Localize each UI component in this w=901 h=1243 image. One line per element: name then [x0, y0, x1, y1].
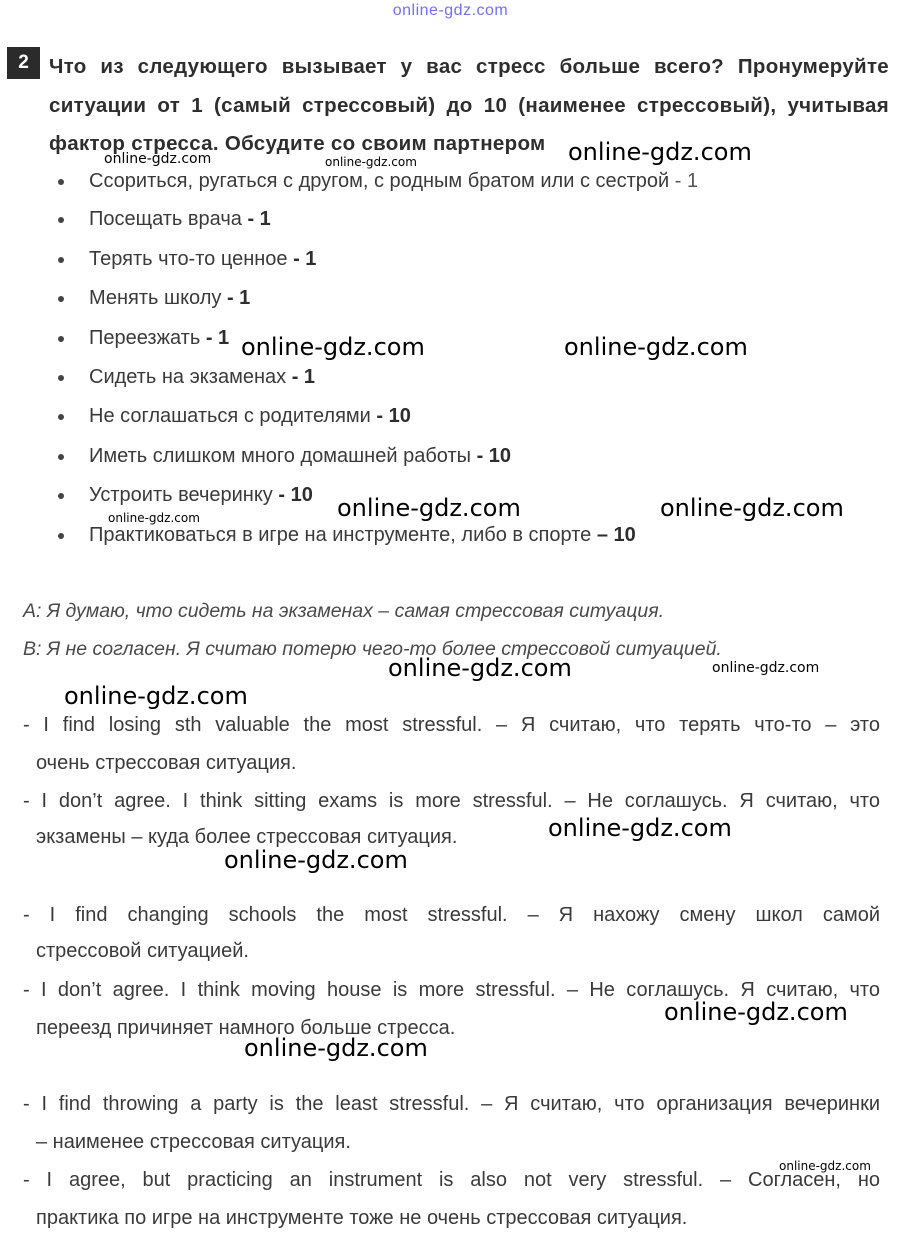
watermark: online-gdz.com — [325, 155, 417, 169]
item-text: Не соглашаться с родителями — [89, 405, 371, 427]
bullet-icon — [58, 336, 64, 342]
item-rank: - 1 — [226, 287, 251, 309]
item-text: Устроить вечеринку — [89, 484, 273, 506]
example-line: стрессовой ситуацией. — [36, 940, 249, 962]
item-rank: - 1 — [247, 208, 271, 230]
bullet-icon — [58, 375, 64, 381]
example-line: - I don’t agree. I think moving house is more stressful. – Не соглашусь. Я считаю, что — [23, 979, 880, 1001]
example-line: - I don’t agree. I think sitting exams is more stressful. – Не соглашусь. Я считаю, что — [23, 790, 880, 812]
watermark: online-gdz.com — [568, 138, 752, 166]
watermark: online-gdz.com — [548, 814, 732, 842]
bullet-icon — [58, 454, 64, 460]
task-number-badge: 2 — [7, 47, 40, 79]
item-text: Менять школу — [89, 287, 222, 309]
watermark: online-gdz.com — [64, 682, 248, 710]
item-text: Ссориться, ругаться с другом, с родным братом или с сестрой — [89, 170, 670, 192]
watermark: online-gdz.com — [660, 494, 844, 522]
item-text: Посещать врача — [89, 208, 242, 230]
example-line: - I find changing schools the most stressful. – Я нахожу смену школ самой — [23, 904, 880, 926]
watermark: online-gdz.com — [337, 494, 521, 522]
item-rank: - 10 — [376, 405, 411, 427]
example-line: экзамены – куда более стрессовая ситуация. — [36, 826, 458, 848]
bullet-icon — [58, 493, 64, 499]
watermark: online-gdz.com — [664, 998, 848, 1026]
watermark: online-gdz.com — [388, 654, 572, 682]
example-line: практика по игре на инструменте тоже не очень стрессовая ситуация. — [36, 1207, 688, 1229]
item-rank: - 10 — [476, 445, 512, 467]
example-line: - I find losing sth valuable the most stressful. – Я считаю, что терять что-то – это — [23, 714, 880, 736]
watermark: online-gdz.com — [244, 1034, 428, 1062]
item-text: Практиковаться в игре на инструменте, либо в спорте — [89, 524, 592, 546]
example-line: – наименее стрессовая ситуация. — [36, 1131, 351, 1153]
item-text: Иметь слишком много домашней работы — [89, 445, 471, 467]
item-rank: - 1 — [674, 170, 699, 192]
bullet-icon — [58, 414, 64, 420]
watermark: online-gdz.com — [224, 846, 408, 874]
watermark: online-gdz.com — [241, 333, 425, 361]
item-rank: – 10 — [596, 524, 636, 546]
item-rank: - 1 — [205, 327, 230, 349]
watermark: online-gdz.com — [564, 333, 748, 361]
example-line: - I find throwing a party is the least stressful. – Я считаю, что организация вечеринки — [23, 1093, 880, 1115]
bullet-icon — [58, 179, 64, 185]
dialog-line-b: B: Я не согласен. Я считаю потерю чего-то более стрессовой ситуацией. — [23, 638, 722, 660]
item-rank: - 1 — [293, 248, 317, 270]
item-text: Переезжать — [89, 327, 201, 349]
bullet-icon — [58, 533, 64, 539]
top-watermark: online-gdz.com — [392, 2, 509, 19]
bullet-icon — [58, 217, 64, 223]
item-rank: - 10 — [278, 484, 313, 506]
example-line: - I agree, but practicing an instrument is also not very stressful. – Согласен, но — [23, 1169, 880, 1191]
bullet-icon — [58, 296, 64, 302]
item-rank: - 1 — [291, 366, 316, 388]
example-line: переезд причиняет намного больше стресса. — [36, 1017, 456, 1039]
example-line: очень стрессовая ситуация. — [36, 752, 297, 774]
item-text: Сидеть на экзаменах — [89, 366, 287, 388]
watermark: online-gdz.com — [712, 660, 820, 676]
watermark: online-gdz.com — [779, 1159, 871, 1173]
dialog-line-a: A: Я думаю, что сидеть на экзаменах – самая стрессовая ситуация. — [23, 600, 665, 622]
watermark: online-gdz.com — [108, 511, 200, 525]
bullet-icon — [58, 257, 64, 263]
task-heading: Что из следующего вызывает у вас стресс больше всего? Пронумеруйте ситуации от 1 (самый стрессовый) до 10 (наименее стрессовый), учитывая фактор стресса. Обсудите со своим партнером — [49, 55, 889, 155]
item-text: Терять что-то ценное — [89, 248, 288, 270]
watermark: online-gdz.com — [104, 151, 212, 167]
